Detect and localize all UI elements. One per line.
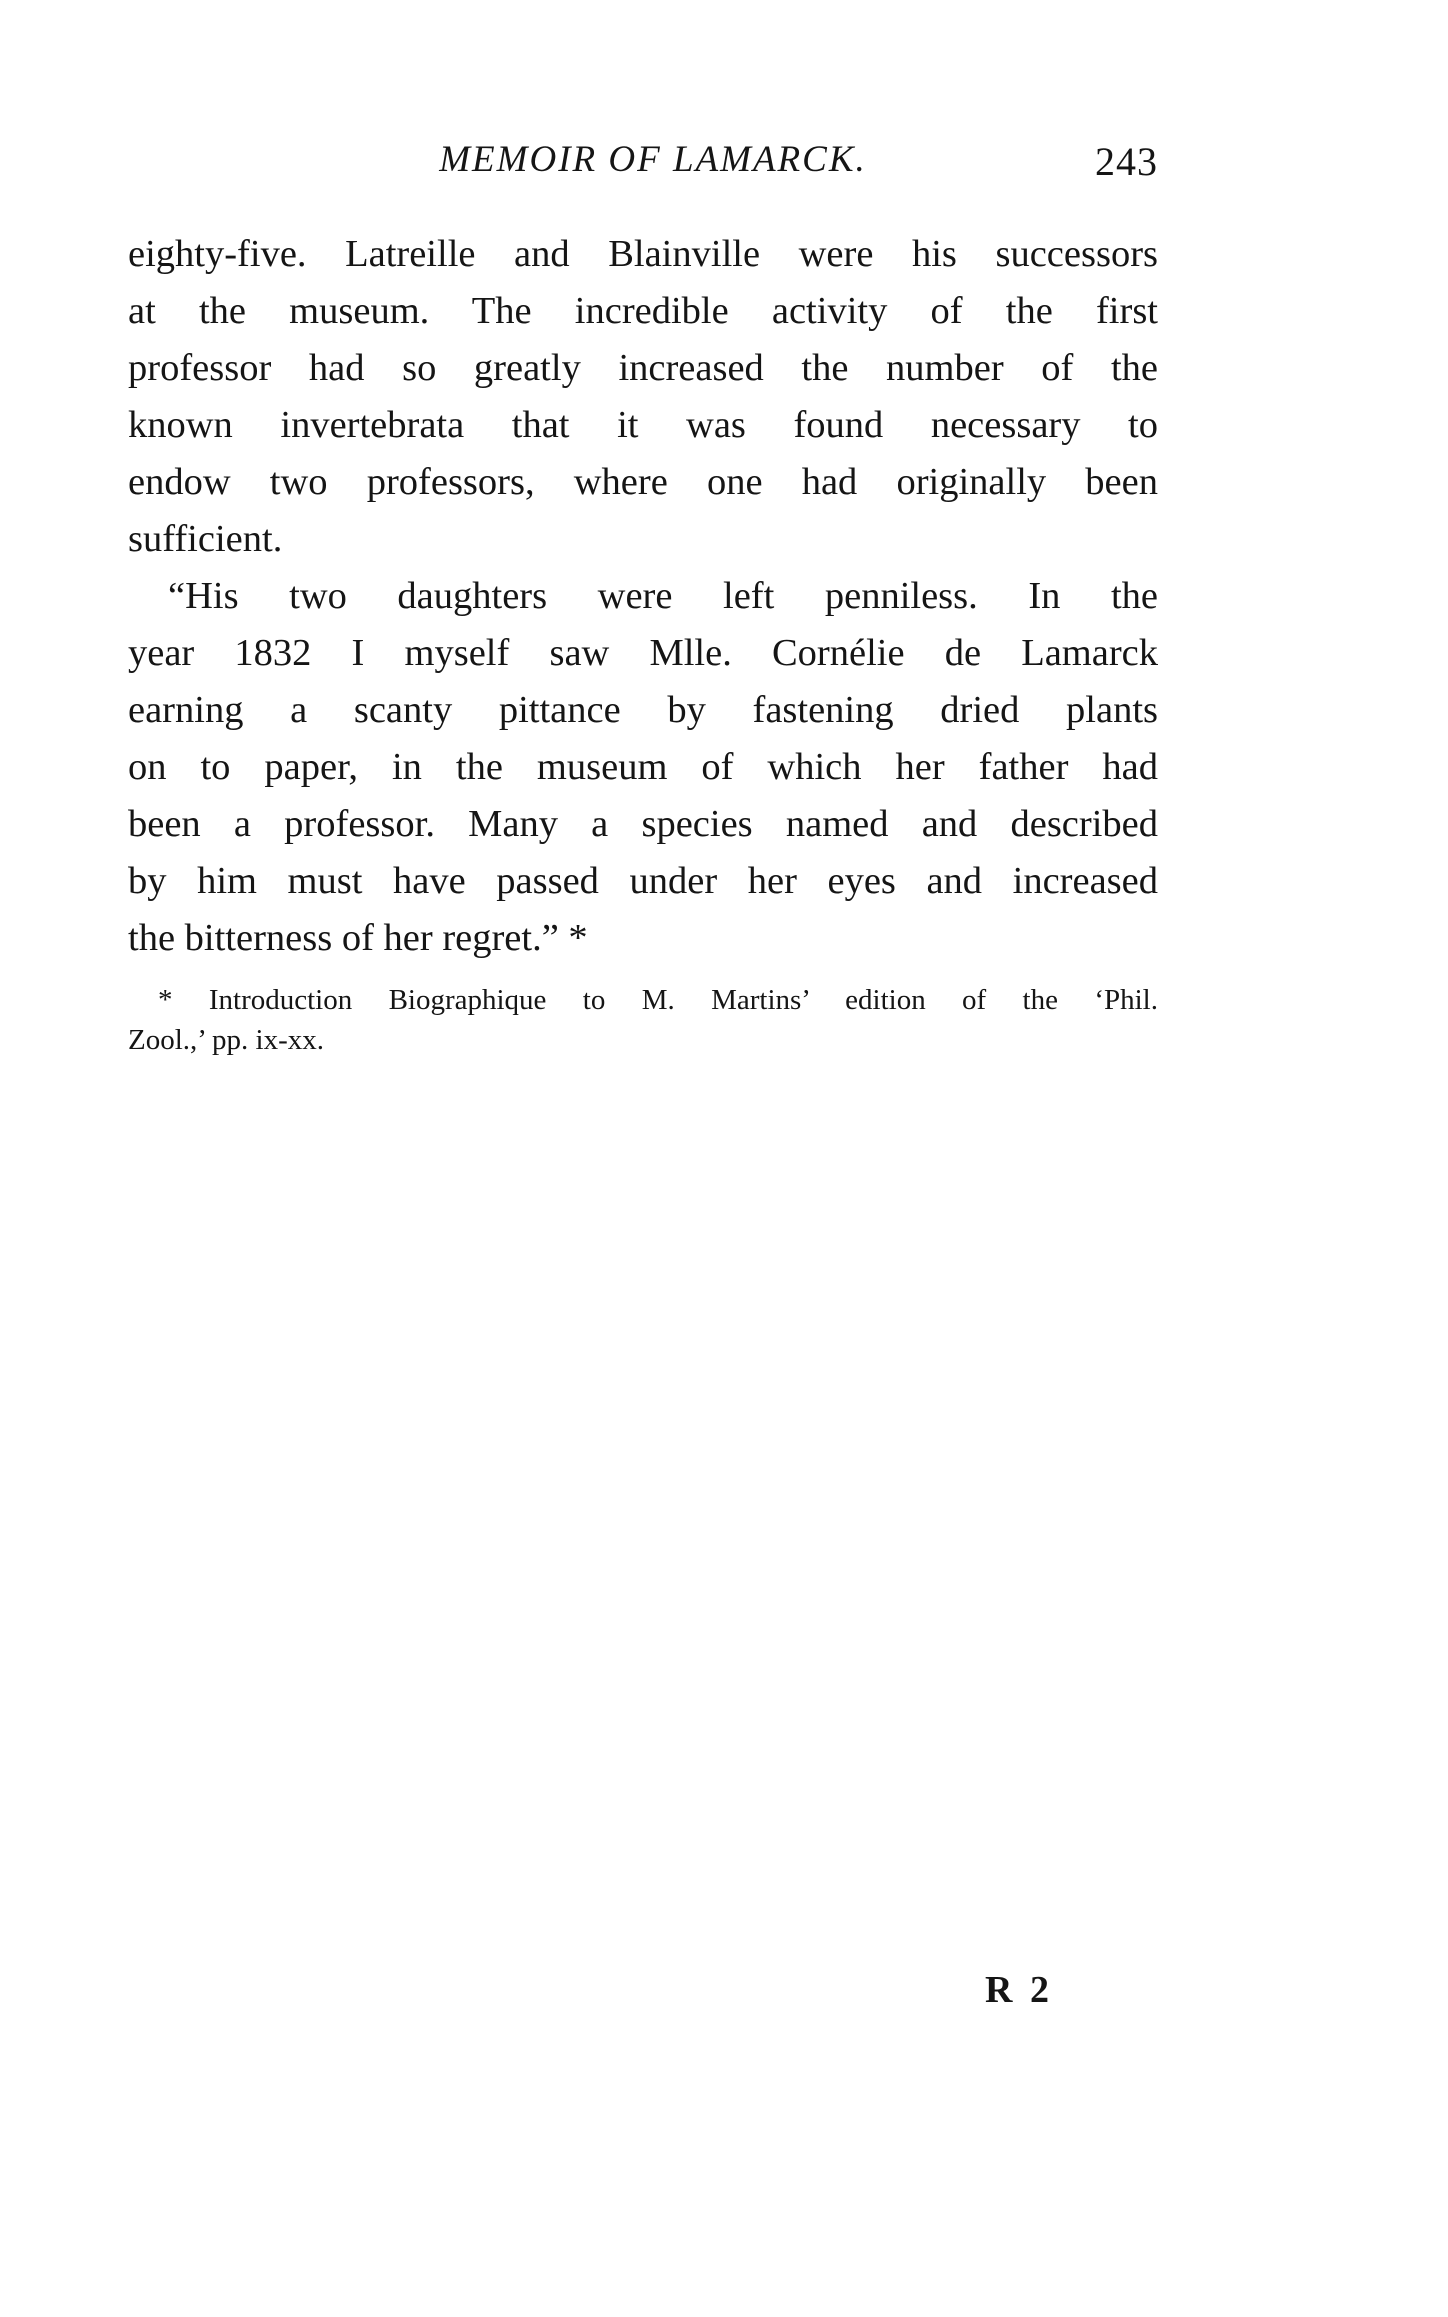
text-line: on to paper, in the museum of which her father had — [128, 746, 1158, 788]
text-line: year 1832 I myself saw Mlle. Cornélie de Lamarck — [128, 632, 1158, 674]
text-line: been a professor. Many a species named and described — [128, 803, 1158, 845]
text-line: the bitterness of her regret.” * — [128, 917, 588, 959]
paragraph — [128, 568, 1158, 967]
page-number: 243 — [1095, 139, 1158, 184]
text-line: endow two professors, where one had originally been — [128, 461, 1158, 503]
paragraph — [128, 226, 1158, 568]
text-line: earning a scanty pittance by fastening dried plants — [128, 689, 1158, 731]
signature-mark: R 2 — [985, 1969, 1053, 2011]
text-line: known invertebrata that it was found necessary to — [128, 404, 1158, 446]
running-head — [128, 138, 1158, 188]
text-line: by him must have passed under her eyes and increased — [128, 860, 1158, 902]
text-line: eighty-five. Latreille and Blainville were his successors — [128, 233, 1158, 275]
footnote-line: Zool.,’ pp. ix-xx. — [128, 1024, 324, 1056]
text-line: at the museum. The incredible activity of the first — [128, 290, 1158, 332]
text-line: sufficient. — [128, 518, 283, 560]
running-title: MEMOIR OF LAMARCK. — [439, 139, 867, 180]
text-line: professor had so greatly increased the number of the — [128, 347, 1158, 389]
footnote-line: * Introduction Biographique to M. Martins’ edition of the ‘Phil. — [158, 984, 1158, 1016]
text-line: “His two daughters were left penniless. In the — [168, 575, 1158, 617]
body-text — [128, 226, 1158, 967]
footnote — [128, 980, 1158, 1060]
